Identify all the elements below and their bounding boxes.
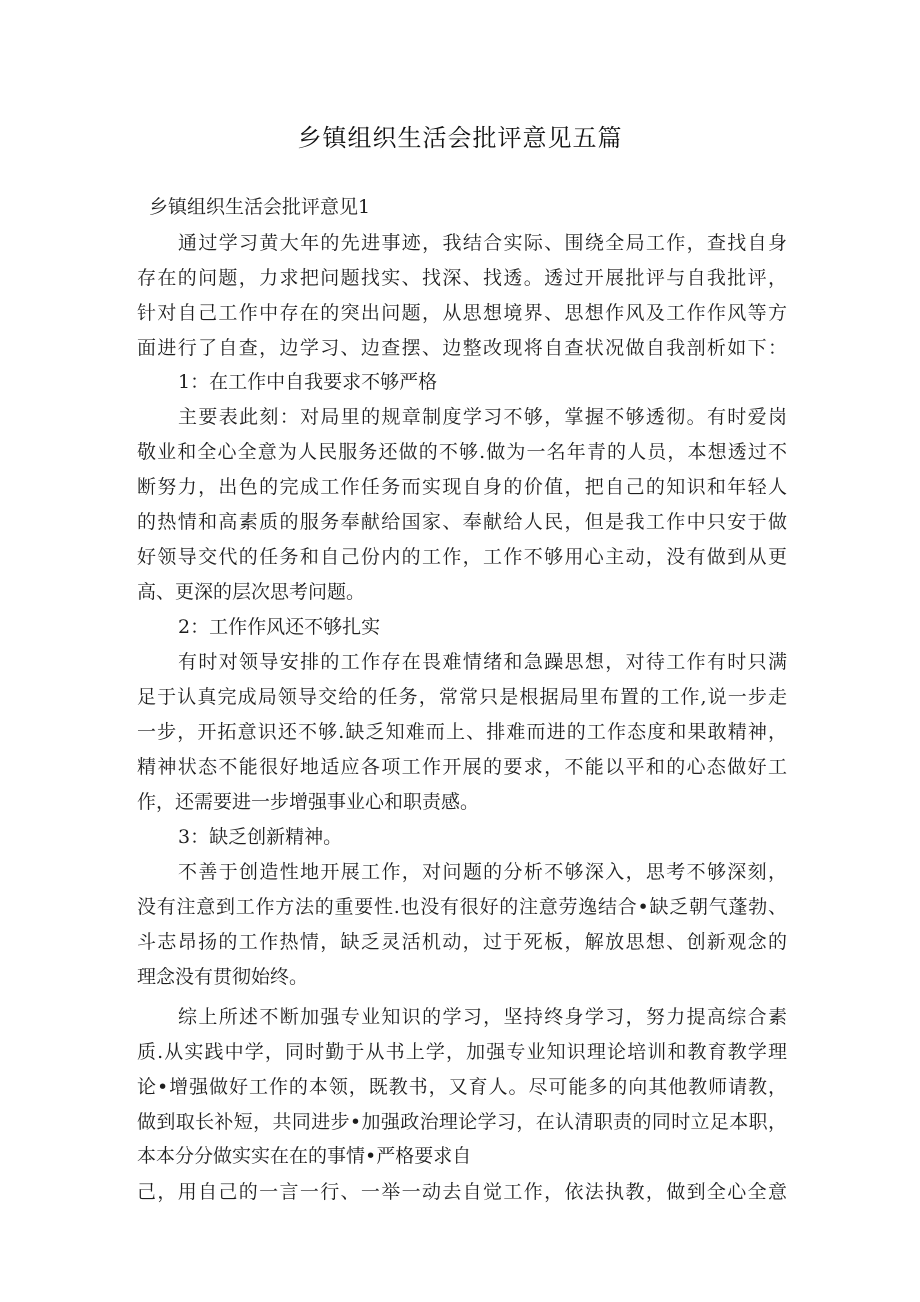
paragraph-line: 斗志昂扬的工作热情，缺乏灵活机动，过于死板，解放思想、创新观念的	[137, 931, 787, 953]
paragraph-line: 的热情和高素质的服务奉献给国家、奉献给人民，但是我工作中只安于做	[137, 511, 787, 533]
paragraph-line: 存在的问题，力求把问题找实、找深、找透。透过开展批评与自我批评，	[137, 267, 787, 289]
paragraph-line: 敬业和全心全意为人民服务还做的不够.做为一名年青的人员，本想透过不	[137, 441, 787, 463]
subheading-3: 3：缺乏创新精神。	[178, 826, 343, 848]
subheading-2: 2：工作作风还不够扎实	[178, 616, 381, 638]
paragraph-line: 有时对领导安排的工作存在畏难情绪和急躁思想，对待工作有时只满	[178, 651, 787, 673]
paragraph-line: 作，还需要进一步增强事业心和职责感。	[137, 791, 480, 813]
paragraph-line: 高、更深的层次思考问题。	[137, 581, 366, 603]
paragraph-line: 做到取长补短，共同进步•加强政治理论学习，在认清职责的同时立足本职，	[137, 1111, 787, 1133]
paragraph-line: 理念没有贯彻始终。	[137, 966, 309, 988]
section-heading: 乡镇组织生活会批评意见1	[149, 196, 371, 218]
paragraph-line: 论•增强做好工作的本领，既教书，又育人。尽可能多的向其他教师请教，	[137, 1076, 787, 1098]
paragraph-line: 精神状态不能很好地适应各项工作开展的要求，不能以平和的心态做好工	[137, 756, 787, 778]
paragraph-line: 不善于创造性地开展工作，对问题的分析不够深入，思考不够深刻，	[178, 861, 787, 883]
paragraph-line: 好领导交代的任务和自己份内的工作，工作不够用心主动，没有做到从更	[137, 546, 787, 568]
paragraph-line: 足于认真完成局领导交给的任务，常常只是根据局里布置的工作,说一步走	[137, 686, 787, 708]
paragraph-line: 针对自己工作中存在的突出问题，从思想境界、思想作风及工作作风等方	[137, 302, 787, 324]
paragraph-line: 通过学习黄大年的先进事迹，我结合实际、围绕全局工作，查找自身	[178, 232, 787, 254]
paragraph-line: 没有注意到工作方法的重要性.也没有很好的注意劳逸结合•缺乏朝气蓬勃、	[137, 896, 787, 918]
paragraph-line: 断努力，出色的完成工作任务而实现自身的价值，把自己的知识和年轻人	[137, 476, 787, 498]
paragraph-line: 本本分分做实实在在的事情•严格要求自	[137, 1145, 472, 1167]
document-title: 乡镇组织生活会批评意见五篇	[297, 124, 623, 152]
paragraph-line: 面进行了自查，边学习、边查摆、边整改现将自查状况做自我剖析如下：	[137, 337, 787, 359]
paragraph-line: 一步，开拓意识还不够.缺乏知难而上、排难而进的工作态度和果敢精神，	[137, 721, 787, 743]
subheading-1: 1：在工作中自我要求不够严格	[178, 371, 438, 393]
paragraph-line: 主要表此刻：对局里的规章制度学习不够，掌握不够透彻。有时爱岗	[178, 406, 787, 428]
paragraph-line: 己，用自己的一言一行、一举一动去自觉工作，依法执教，做到全心全意	[137, 1181, 787, 1203]
paragraph-line: 综上所述不断加强专业知识的学习，坚持终身学习，努力提高综合素	[178, 1006, 787, 1028]
paragraph-line: 质.从实践中学，同时勤于从书上学，加强专业知识理论培训和教育教学理	[137, 1041, 787, 1063]
